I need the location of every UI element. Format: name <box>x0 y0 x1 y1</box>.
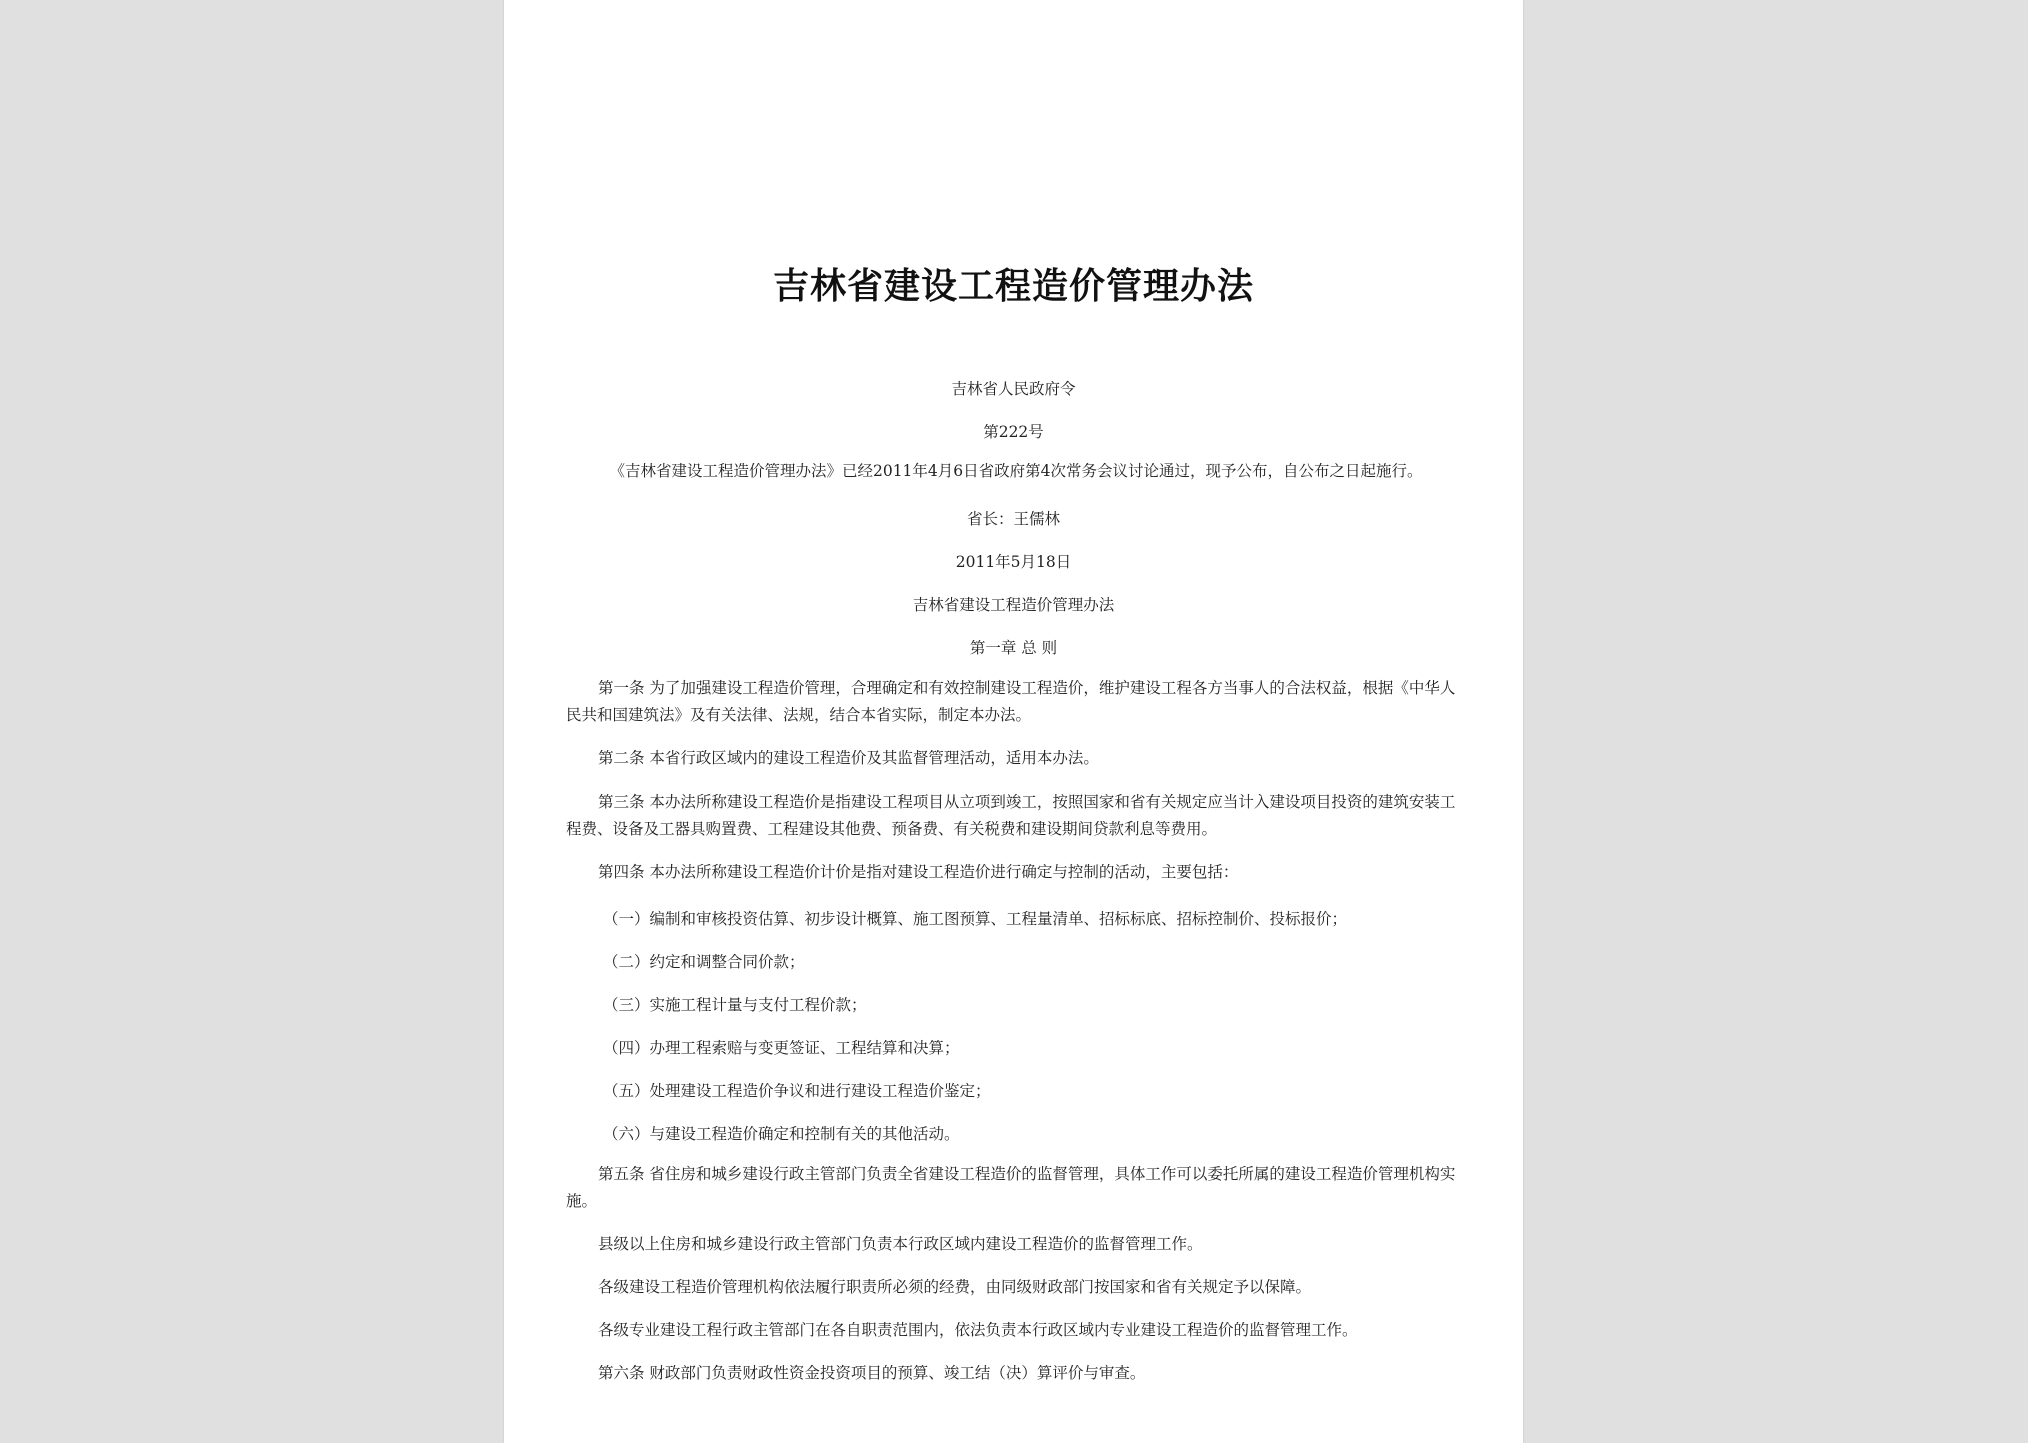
chapter-heading: 第一章 总 则 <box>969 639 1058 657</box>
list-item: （三）实施工程计量与支付工程价款； <box>603 996 867 1014</box>
article-1: 第一条 为了加强建设工程造价管理，合理确定和有效控制建设工程造价，维护建设工程各方当事人的合法权益，根据《中华人民共和国建筑法》及有关法律、法规，结合本省实际，制定本办法。 <box>566 679 1456 724</box>
document-title: 吉林省建设工程造价管理办法 <box>772 266 1254 307</box>
issuer-line: 吉林省人民政府令 <box>951 380 1076 398</box>
article-3: 第三条 本办法所称建设工程造价是指建设工程项目从立项到竣工，按照国家和省有关规定应当计入建设项目投资的建筑安装工程费、设备及工器具购置费、工程建设其他费、预备费、有关税费和建设期间贷款利息等费用。 <box>566 793 1456 838</box>
article-5: 第五条 省住房和城乡建设行政主管部门负责全省建设工程造价的监督管理，具体工作可以委托所属的建设工程造价管理机构实施。 <box>566 1165 1456 1210</box>
list-item: （一）编制和审核投资估算、初步设计概算、施工图预算、工程量清单、招标标底、招标控制价、投标报价； <box>603 910 1348 928</box>
article-6: 第六条 财政部门负责财政性资金投资项目的预算、竣工结（决）算评价与审查。 <box>598 1364 1146 1382</box>
list-item: （四）办理工程索赔与变更签证、工程结算和决算； <box>603 1039 960 1057</box>
paragraph: 各级建设工程造价管理机构依法履行职责所必须的经费，由同级财政部门按国家和省有关规定予以保障。 <box>598 1278 1312 1296</box>
list-item: （二）约定和调整合同价款； <box>603 953 805 971</box>
document-page <box>504 0 1523 1443</box>
paragraph: 县级以上住房和城乡建设行政主管部门负责本行政区域内建设工程造价的监督管理工作。 <box>598 1235 1203 1253</box>
list-item: （六）与建设工程造价确定和控制有关的其他活动。 <box>603 1125 960 1143</box>
order-number: 第222号 <box>983 423 1044 441</box>
article-2: 第二条 本省行政区域内的建设工程造价及其监督管理活动，适用本办法。 <box>598 749 1099 767</box>
document-subtitle: 吉林省建设工程造价管理办法 <box>912 596 1115 614</box>
article-4: 第四条 本办法所称建设工程造价计价是指对建设工程造价进行确定与控制的活动，主要包括： <box>598 863 1239 881</box>
signer-line: 省长：王儒林 <box>966 510 1060 528</box>
paragraph: 各级专业建设工程行政主管部门在各自职责范围内，依法负责本行政区域内专业建设工程造价的监督管理工作。 <box>598 1321 1358 1339</box>
date-line: 2011年5月18日 <box>955 553 1072 571</box>
list-item: （五）处理建设工程造价争议和进行建设工程造价鉴定； <box>603 1082 991 1100</box>
promulgation-text: 《吉林省建设工程造价管理办法》已经2011年4月6日省政府第4次常务会议讨论通过，现予公布，自公布之日起施行。 <box>609 462 1423 480</box>
